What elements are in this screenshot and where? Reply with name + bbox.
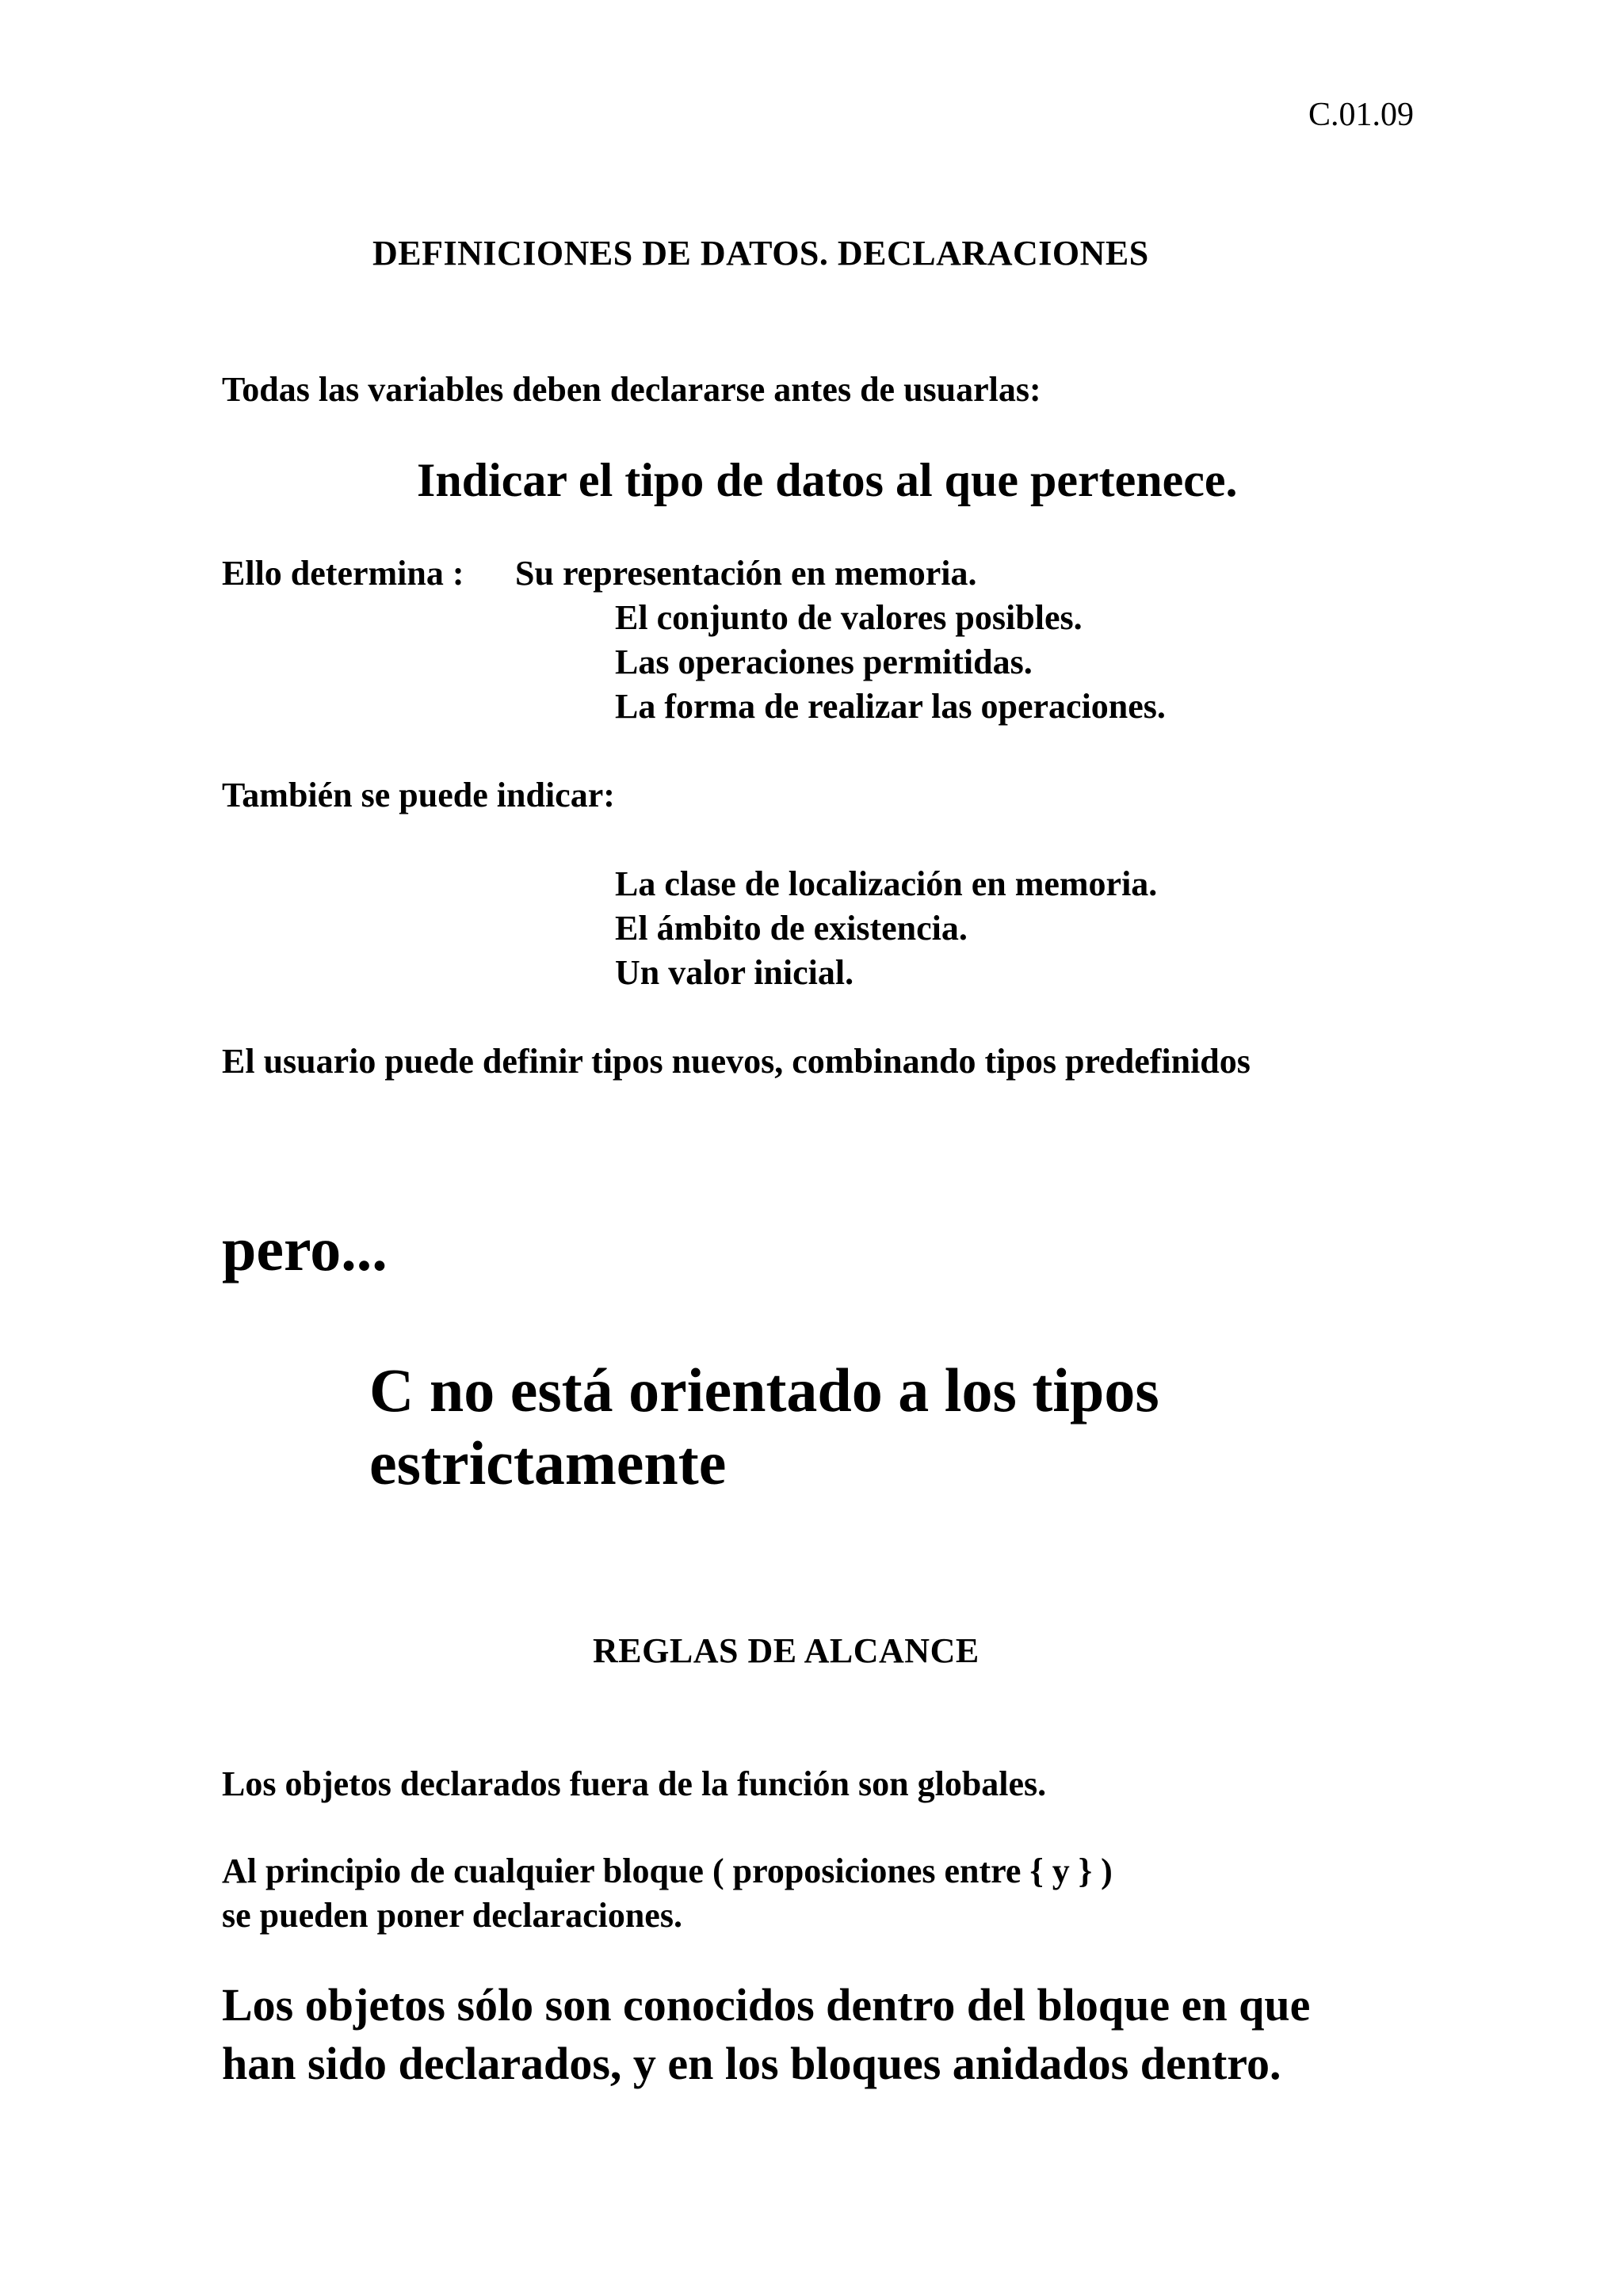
block-declarations-line: se pueden poner declaraciones.: [222, 1896, 682, 1935]
known-objects-line: han sido declarados, y en los bloques anidados dentro.: [222, 2038, 1281, 2089]
determines-item: El conjunto de valores posibles.: [615, 598, 1083, 637]
highlight-text: Indicar el tipo de datos al que pertenece.: [417, 454, 1238, 506]
determines-item: La forma de realizar las operaciones.: [615, 687, 1166, 726]
pero-text: pero...: [222, 1215, 388, 1283]
section-title-scope-rules: REGLAS DE ALCANCE: [593, 1631, 980, 1670]
c-statement-line: estrictamente: [369, 1428, 727, 1497]
also-item: La clase de localización en memoria.: [615, 864, 1158, 903]
global-objects-text: Los objetos declarados fuera de la función son globales.: [222, 1764, 1047, 1803]
also-item: Un valor inicial.: [615, 953, 854, 992]
c-statement-line: C no está orientado a los tipos: [369, 1356, 1159, 1425]
determines-label: Ello determina :: [222, 554, 464, 593]
known-objects-line: Los objetos sólo son conocidos dentro del bloque en que: [222, 1979, 1311, 2031]
also-item: El ámbito de existencia.: [615, 909, 968, 948]
page-code: C.01.09: [1308, 97, 1414, 133]
section-title-definitions: DEFINICIONES DE DATOS. DECLARACIONES: [372, 234, 1149, 273]
block-declarations-line: Al principio de cualquier bloque ( proposiciones entre { y } ): [222, 1852, 1113, 1890]
determines-item: Las operaciones permitidas.: [615, 643, 1033, 681]
also-label: También se puede indicar:: [222, 776, 615, 814]
intro-text: Todas las variables deben declararse antes de usuarlas:: [222, 370, 1041, 409]
determines-item: Su representación en memoria.: [515, 554, 977, 593]
user-types-text: El usuario puede definir tipos nuevos, combinando tipos predefinidos: [222, 1042, 1251, 1081]
